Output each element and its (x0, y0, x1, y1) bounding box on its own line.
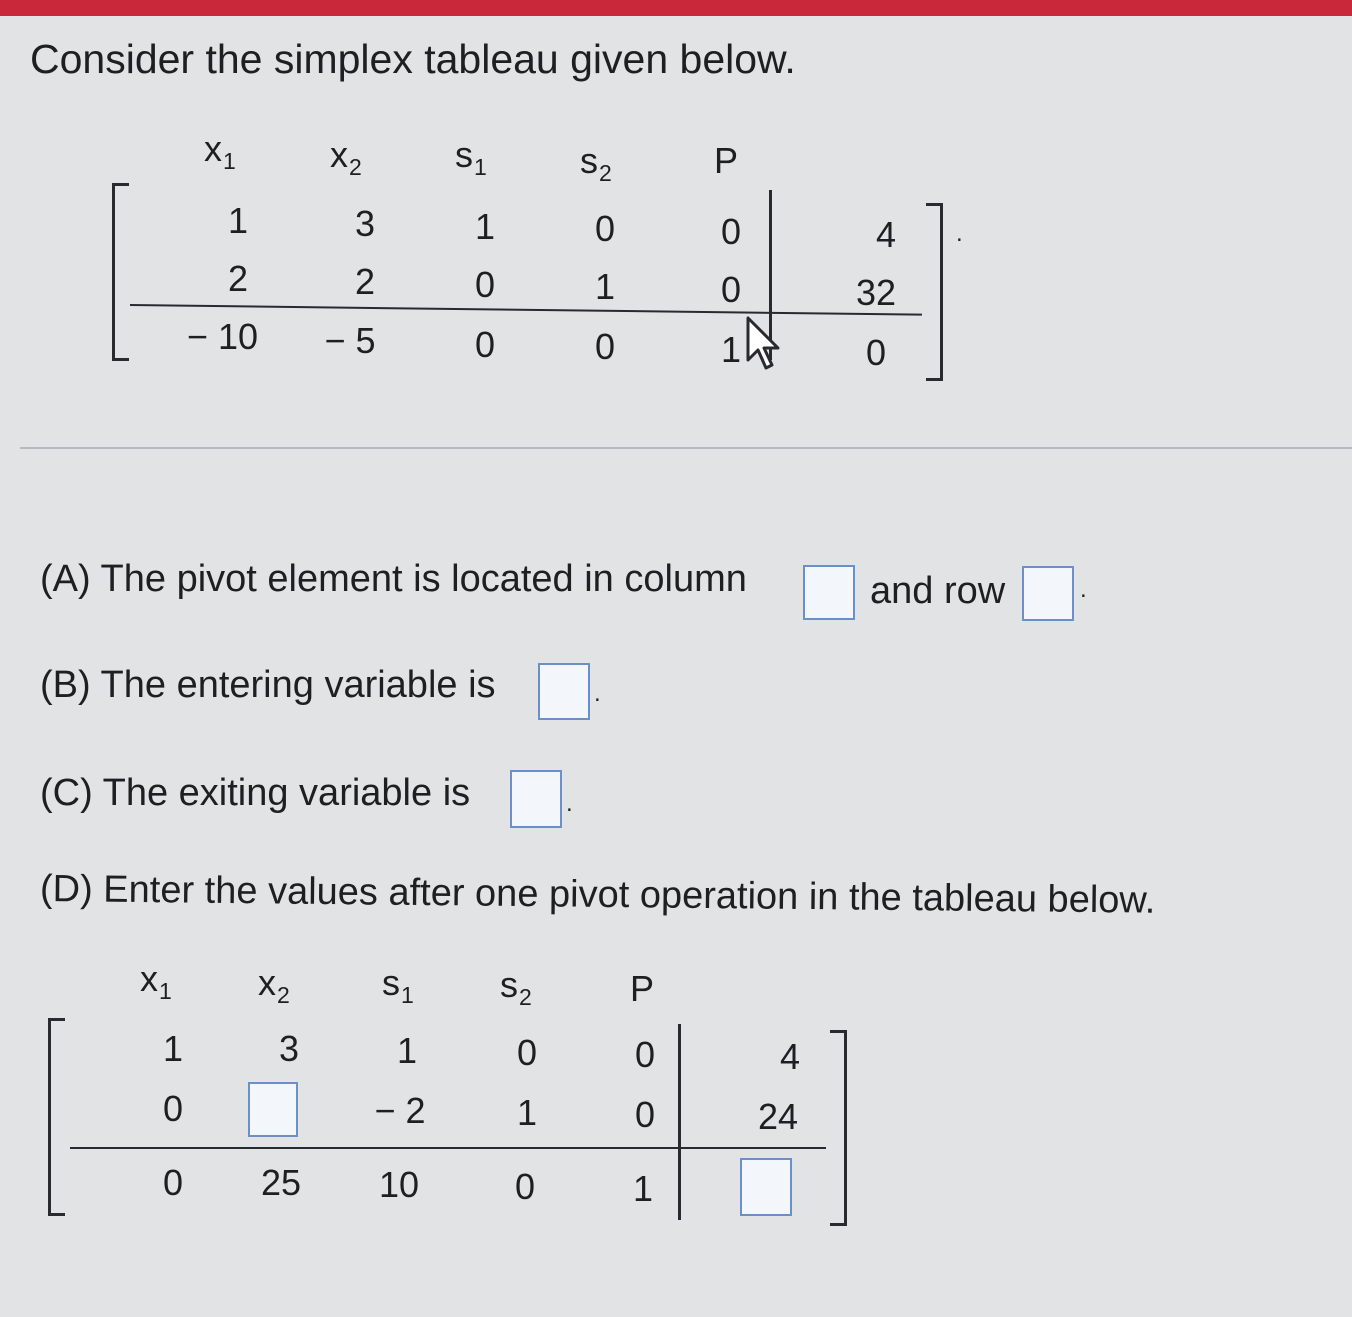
entering-variable-input[interactable] (538, 663, 590, 720)
exiting-variable-input[interactable] (510, 770, 562, 828)
t1-r1-rhs: 4 (875, 214, 896, 255)
t2-r3-x1: 0 (162, 1162, 184, 1203)
tableau1-row-divider (130, 304, 922, 316)
question-d-text: (D) Enter the values after one pivot operation in the tableau below. (39, 868, 1156, 922)
question-b-text: (B) The entering variable is (40, 664, 496, 706)
tableau1-right-bracket (926, 203, 943, 381)
question-a-text: (A) The pivot element is located in column (40, 558, 747, 600)
pivot-column-input[interactable] (803, 565, 855, 620)
tableau2-left-bracket (48, 1018, 65, 1216)
question-b-end: . (594, 680, 601, 707)
t1-r2-x1: 2 (227, 258, 249, 299)
t1-r1-s1: 1 (474, 206, 496, 247)
question-a-middle: and row (870, 570, 1006, 612)
t2-r1-x1: 1 (162, 1028, 184, 1069)
t2-r2-x1: 0 (162, 1088, 184, 1129)
header-s2: $s_2$ (580, 140, 612, 186)
question-a-end: . (1080, 576, 1087, 603)
t2-r2-x2-input[interactable] (248, 1082, 298, 1137)
tableau1-left-bracket (112, 183, 129, 361)
t2-r3-rhs-input[interactable] (740, 1158, 792, 1216)
t2-header-s1: $s_1$ (382, 962, 414, 1008)
t1-r1-x2: 3 (354, 203, 376, 244)
t1-r1-x1: 1 (227, 200, 249, 241)
header-p: P (714, 140, 739, 181)
t1-r1-p: 0 (720, 211, 742, 252)
question-c-text: (C) The exiting variable is (40, 772, 471, 814)
t2-r3-x2: 25 (260, 1162, 302, 1203)
t1-r2-p: 0 (720, 269, 742, 310)
t2-r3-s1: 10 (378, 1164, 420, 1205)
t1-r3-x1: − 10 (186, 316, 258, 357)
mouse-pointer-icon (744, 316, 784, 376)
t1-r2-s2: 1 (594, 266, 616, 307)
t1-r3-p: 1 (720, 329, 742, 370)
header-x2: $x_2$ (330, 134, 362, 180)
t2-r1-s2: 0 (516, 1032, 538, 1073)
t1-r3-s2: 0 (594, 326, 616, 367)
t2-r1-x2: 3 (278, 1028, 300, 1069)
t2-r2-rhs: 24 (757, 1096, 798, 1137)
t2-header-s2: $s_2$ (500, 964, 532, 1010)
t2-r2-s1: − 2 (374, 1090, 426, 1131)
tableau1-trailing-mark: . (956, 220, 963, 247)
header-x1: $x_1$ (204, 128, 236, 174)
t1-r3-s1: 0 (474, 324, 496, 365)
t2-r2-s2: 1 (516, 1092, 538, 1133)
tableau2-right-bracket (830, 1030, 847, 1226)
t2-r3-s2: 0 (514, 1166, 536, 1207)
t1-r2-x2: 2 (354, 261, 376, 302)
t2-r1-p: 0 (634, 1034, 656, 1075)
t2-r1-s1: 1 (396, 1030, 418, 1071)
top-accent-bar (0, 0, 1352, 16)
t2-header-x1: $x_1$ (140, 958, 172, 1004)
question-a (40, 558, 747, 601)
question-c-end: . (566, 790, 573, 817)
tableau2-column-divider (678, 1024, 681, 1220)
t2-header-p: P (630, 968, 655, 1009)
t1-r3-x2: − 5 (324, 320, 376, 361)
t2-r1-rhs: 4 (779, 1036, 800, 1077)
section-divider (20, 447, 1352, 449)
t1-r3-rhs: 0 (865, 332, 886, 373)
t1-r1-s2: 0 (594, 208, 616, 249)
tableau2-row-divider (70, 1147, 826, 1149)
header-s1: $s_1$ (455, 134, 487, 180)
t1-r2-rhs: 32 (855, 272, 896, 313)
t1-r2-s1: 0 (474, 264, 496, 305)
t2-r3-p: 1 (632, 1168, 654, 1209)
pivot-row-input[interactable] (1022, 566, 1074, 621)
t2-header-x2: $x_2$ (258, 962, 290, 1008)
problem-title: Consider the simplex tableau given below. (30, 36, 796, 82)
t2-r2-p: 0 (634, 1094, 656, 1135)
